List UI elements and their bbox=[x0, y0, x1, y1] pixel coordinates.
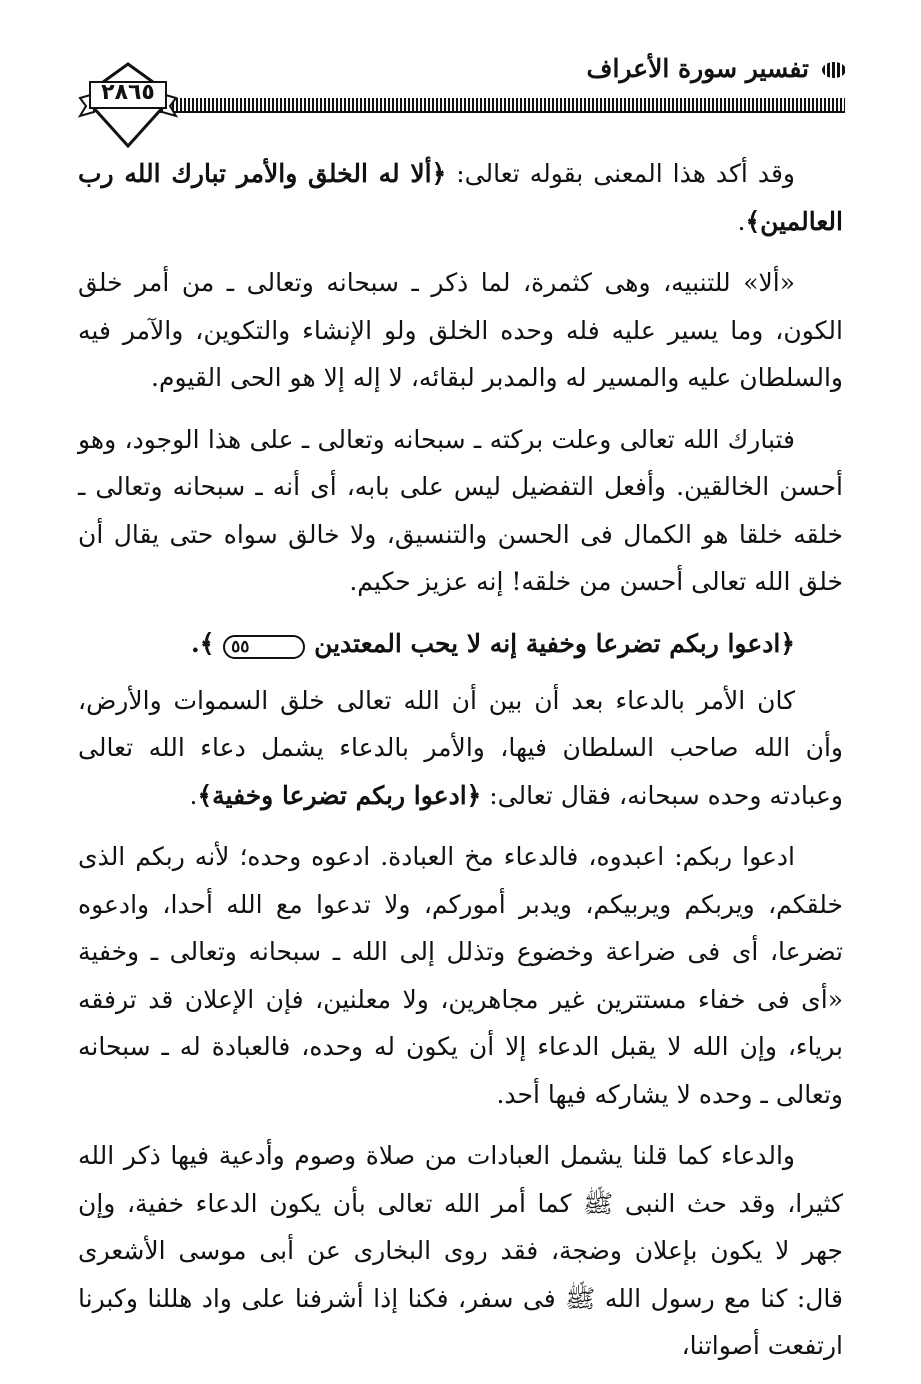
verse-heading bbox=[78, 620, 843, 667]
paragraph-4 bbox=[78, 677, 843, 820]
paragraph-3: فتبارك الله تعالى وعلت بركته ـ سبحانه وتعالى ـ على هذا الوجود، وهو أحسن الخالقين. وأفعل التفضيل ليس على بابه، أى أنه ـ سبحانه وتعالى ـ خلقه خلقا هو الكمال فى الحسن والتنسيق، ولا خالق سواه حتى يقال أن خلق الله تعالى أحسن من خلقه! إنه عزيز حكيم. bbox=[78, 424, 843, 596]
paragraph-4-end: . bbox=[189, 780, 198, 810]
paragraph-2: «ألا» للتنبيه، وهى كثمرة، لما ذكر ـ سبحانه وتعالى ـ من أمر خلق الكون، وما يسير عليه فله وحده الخلق ولو الإنشاء والتكوين، والآمر فيه والسلطان عليه والمسير له والمدبر لبقائه، لا إله إلا هو الحى القيوم. bbox=[78, 268, 843, 392]
page-number-badge bbox=[76, 60, 180, 150]
header-rule bbox=[160, 98, 845, 112]
header-rule-line bbox=[160, 111, 845, 113]
running-title: تفسير سورة الأعراف bbox=[586, 54, 809, 83]
paragraph-4-text: كان الأمر بالدعاء بعد أن بين أن الله تعالى خلق السموات والأرض، وأن الله صاحب السلطان فيها، والأمر بالدعاء يشمل دعاء الله تعالى وعبادته وحده سبحانه، فقال تعالى: bbox=[78, 685, 843, 810]
paragraph-6: والدعاء كما قلنا يشمل العبادات من صلاة وصوم وأدعية فيها ذكر الله كثيرا، وقد حث النبى ﷺ كما أمر الله تعالى بأن يكون الدعاء خفية، وإن جهر لا يكون بإعلان وضجة، فقد روى البخارى عن أبى موسى الأشعرى قال: كنا مع رسول الله ﷺ فى سفر، فكنا إذا أشرفنا على واد هللنا وكبرنا ارتفعت أصواتنا، bbox=[78, 1141, 843, 1360]
paragraph-5: ادعوا ربكم: اعبدوه، فالدعاء مخ العبادة. ادعوه وحده؛ لأنه ربكم الذى خلقكم، ويربكم ويربيكم، ويدبر أموركم، ولا تدعوا مع الله أحدا، وادعوه تضرعا، أى فى ضراعة وخضوع وتذلل إلى الله ـ سبحانه وتعالى ـ وخفية «أى فى خفاء مستترين غير مجاهرين، ولا معلنين، فإن الإعلان قد ترفقه برياء، وإن الله لا يقبل الدعاء إلا أن يكون له وحده، فالعبادة له ـ سبحانه وتعالى ـ وحده لا يشاركه فيها أحد. bbox=[78, 842, 843, 1109]
page-number: ٢٨٦٥ bbox=[101, 80, 155, 105]
paragraph-1-text: وقد أكد هذا المعنى بقوله تعالى: bbox=[446, 159, 795, 188]
quran-verse-inline: ﴿ادعوا ربكم تضرعا وخفية﴾ bbox=[197, 780, 482, 810]
verse-heading-close: ﴾. bbox=[191, 628, 215, 658]
quran-verse: ﴿ألا له الخلق والأمر تبارك الله رب العالمين﴾ bbox=[78, 159, 843, 236]
verse-heading-text: ﴿ادعوا ربكم تضرعا وخفية إنه لا يحب المعتدين bbox=[314, 628, 795, 658]
page-badge-frame-icon bbox=[76, 60, 180, 150]
header-ornament-icon bbox=[822, 62, 846, 78]
ayah-number: ٥٥ bbox=[223, 635, 305, 659]
paragraph-1-end: . bbox=[737, 206, 746, 236]
page-body bbox=[78, 150, 843, 1384]
paragraph-1 bbox=[78, 150, 843, 245]
